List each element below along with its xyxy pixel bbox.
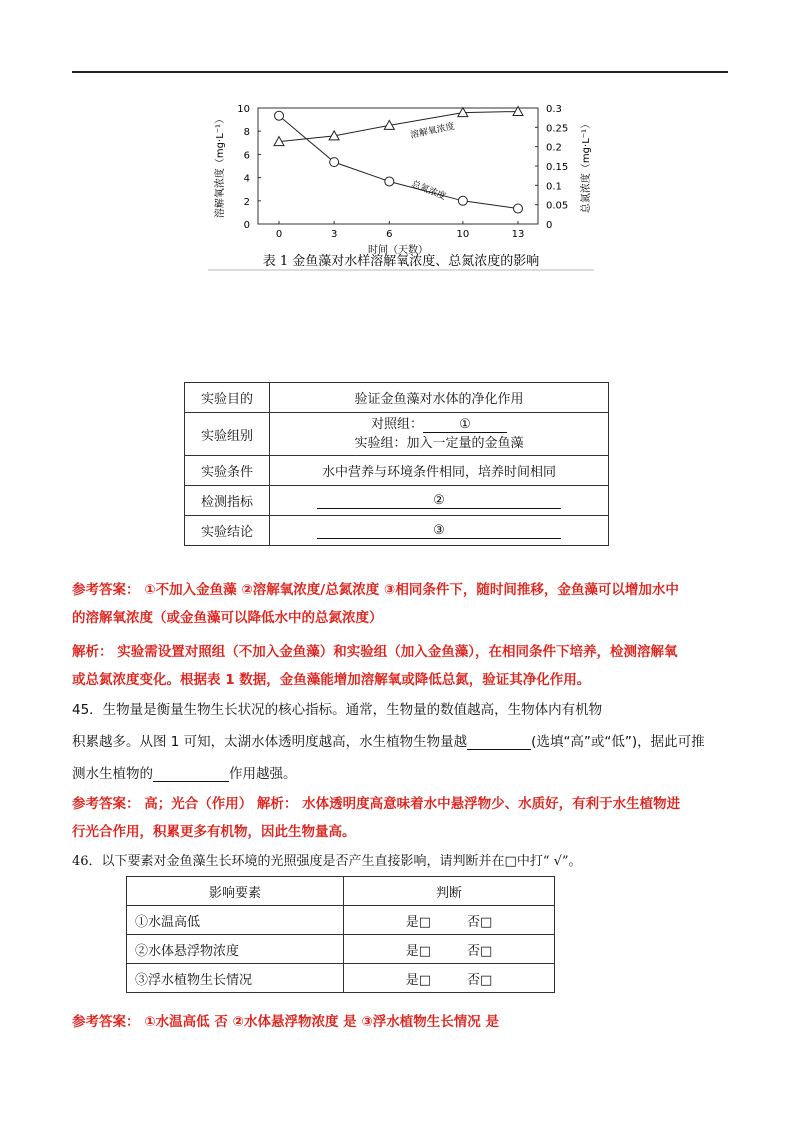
x-tick-label: 0 <box>275 229 283 240</box>
series-line-1 <box>279 116 518 209</box>
answer-46: 参考答案： ①水温高低 否 ②水体悬浮物浓度 是 ③浮水植物生长情况 是 <box>72 1014 499 1030</box>
table-row <box>127 964 555 993</box>
experiment-group-text: 实验组：加入一定量的金鱼藻 <box>354 436 524 451</box>
answer-44 <box>72 576 732 632</box>
y-right-tick-label: 0.2 <box>546 142 562 154</box>
y-right-tick-label: 0.15 <box>546 162 569 173</box>
series-line-0 <box>279 111 518 141</box>
analysis-44-line1: 解析： 实验需设置对照组（不加入金鱼藻）和实验组（加入金鱼藻），在相同条件下培养，检测溶解氧 <box>72 644 678 660</box>
table-row <box>185 456 609 486</box>
y-right-tick-label: 0.25 <box>546 123 569 135</box>
header-factor: 影响要素 <box>127 877 344 906</box>
row-value <box>270 486 609 516</box>
no-checkbox[interactable]: 否□ <box>467 943 493 959</box>
y-right-tick-label: 0.05 <box>546 200 569 212</box>
y-left-tick-label: 4 <box>243 173 250 185</box>
chart <box>206 100 596 272</box>
table-row <box>127 935 555 964</box>
experiment-table <box>184 382 609 546</box>
y-right-tick-label: 0.3 <box>546 104 562 115</box>
question-45 <box>72 696 732 788</box>
analysis-44 <box>72 638 732 694</box>
control-group-label: 对照组： <box>370 417 423 432</box>
question-46: 46．以下要素对金鱼藻生长环境的光照强度是否产生直接影响，请判断并在□中打“ √”。 <box>72 854 582 869</box>
series-label-do: 溶解氧浓度 <box>409 121 456 141</box>
factor-cell: ③浮水植物生长情况 <box>127 964 344 993</box>
y-left-tick-label: 6 <box>243 150 250 162</box>
table-row <box>185 383 609 413</box>
plot-frame <box>258 108 538 224</box>
row-label: 检测指标 <box>185 486 270 516</box>
y-left-axis-label: 溶解氧浓度（mg·L⁻¹） <box>215 113 226 219</box>
table-row <box>185 516 609 546</box>
data-point-circle <box>385 177 394 186</box>
y-left-tick-label: 2 <box>243 196 250 208</box>
table-header-row <box>127 877 555 906</box>
y-left-tick-label: 8 <box>243 127 250 139</box>
y-right-axis-label: 总氮浓度（mg·L⁻¹） <box>581 118 592 214</box>
question-45-line2-post: (选填“高”或“低”)，据此可推 <box>531 734 705 750</box>
y-right-tick-label: 0.1 <box>546 181 562 193</box>
blank-1: ① <box>423 417 507 433</box>
question-45-line1: 45．生物量是衡量生物生长状况的核心指标。通常，生物量的数值越高，生物体内有机物 <box>72 702 603 718</box>
question-45-line2-pre: 积累越多。从图 1 可知，太湖水体透明度越高，水生植物生物量越 <box>72 734 468 750</box>
row-label: 实验组别 <box>185 413 270 456</box>
blank-3: ③ <box>317 523 561 539</box>
yes-checkbox[interactable]: 是□ <box>405 914 431 930</box>
y-right-tick-label: 0 <box>546 220 553 231</box>
header-rule <box>72 71 728 73</box>
question-45-line3-post: 作用越强。 <box>229 766 297 782</box>
answer-45-line1: 参考答案： 高；光合（作用） 解析： 水体透明度高意味着水中悬浮物少、水质好，有利于水生植物进 <box>72 796 681 812</box>
data-point-circle <box>514 204 523 213</box>
row-value <box>270 516 609 546</box>
x-tick-label: 3 <box>330 229 338 240</box>
table-row <box>127 906 555 935</box>
row-label: 实验结论 <box>185 516 270 546</box>
y-left-tick-label: 10 <box>237 104 250 115</box>
answer-44-line1: 参考答案： ①不加入金鱼藻 ②溶解氧浓度/总氮浓度 ③相同条件下，随时间推移，金鱼藻可以增加水中 <box>72 582 679 598</box>
yes-checkbox[interactable]: 是□ <box>405 943 431 959</box>
x-tick-label: 10 <box>456 229 470 240</box>
yes-checkbox[interactable]: 是□ <box>405 972 431 988</box>
row-value: 水中营养与环境条件相同，培养时间相同 <box>270 456 609 486</box>
judgement-cell <box>344 935 555 964</box>
no-checkbox[interactable]: 否□ <box>467 914 493 930</box>
judgement-cell <box>344 906 555 935</box>
no-checkbox[interactable]: 否□ <box>467 972 493 988</box>
answer-45-line2: 行光合作用，积累更多有机物，因此生物量高。 <box>72 824 356 840</box>
chart-svg <box>206 100 596 272</box>
data-point-circle <box>330 158 339 167</box>
row-value: 验证金鱼藻对水体的净化作用 <box>270 383 609 413</box>
table-row <box>185 486 609 516</box>
series-label-tn: 总氮浓度 <box>409 179 448 203</box>
question-45-line3 <box>72 760 732 788</box>
x-tick-label: 6 <box>386 229 393 240</box>
judgement-cell <box>344 964 555 993</box>
judgement-table <box>126 876 555 993</box>
chart-caption: 表 1 金鱼藻对水样溶解氧浓度、总氮浓度的影响 <box>262 254 540 269</box>
blank-2: ② <box>317 493 561 509</box>
factor-cell: ①水温高低 <box>127 906 344 935</box>
answer-blank-45b[interactable] <box>153 763 229 782</box>
factor-cell: ②水体悬浮物浓度 <box>127 935 344 964</box>
x-tick-label: 13 <box>511 229 525 240</box>
header-judgement: 判断 <box>344 877 555 906</box>
analysis-44-line2: 或总氮浓度变化。根据表 1 数据，金鱼藻能增加溶解氧或降低总氮，验证其净化作用。 <box>72 672 591 688</box>
question-45-line3-pre: 测水生植物的 <box>72 766 153 782</box>
question-45-line2 <box>72 728 732 756</box>
answer-44-line2: 的溶解氧浓度（或金鱼藻可以降低水中的总氮浓度） <box>72 610 383 626</box>
table-row <box>185 413 609 456</box>
x-axis-label: 时间（天数） <box>368 245 428 256</box>
y-left-tick-label: 0 <box>243 220 250 231</box>
data-point-circle <box>458 196 467 205</box>
answer-blank-45a[interactable] <box>467 731 531 750</box>
answer-45 <box>72 790 732 846</box>
data-point-circle <box>275 111 284 120</box>
row-value <box>270 413 609 456</box>
row-label: 实验条件 <box>185 456 270 486</box>
row-label: 实验目的 <box>185 383 270 413</box>
